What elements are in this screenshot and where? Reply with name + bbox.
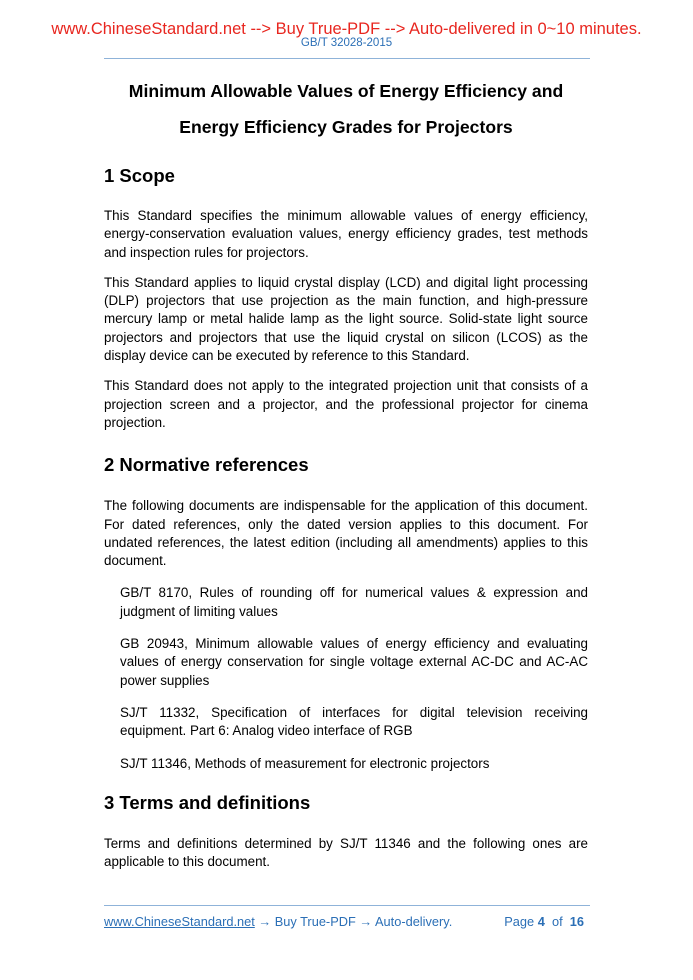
normative-intro: The following documents are indispensable for the application of this document. For dated references, only the dated version applies to this document. For undated references, the latest edition (including all amendments) applies to this document.: [104, 498, 588, 569]
scope-paragraph: This Standard specifies the minimum allowable values of energy efficiency, energy-conservation evaluation values, energy efficiency grades, test methods and inspection rules for projectors.: [104, 208, 588, 260]
reference-item: GB 20943, Minimum allowable values of energy efficiency and evaluating values of energy conservation for single voltage external AC-DC and AC-AC power supplies: [120, 636, 588, 688]
reference-item: GB/T 8170, Rules of rounding off for numerical values & expression and judgment of limiting values: [120, 585, 588, 619]
section-heading-terms: 3 Terms and definitions: [104, 791, 311, 813]
standard-number: GB/T 32028-2015: [300, 37, 393, 49]
current-page: 4: [537, 914, 545, 929]
header-divider: [104, 58, 590, 59]
footer-promo-text: → Buy True-PDF → Auto-delivery.: [254, 914, 453, 929]
reference-item: SJ/T 11332, Specification of interfaces for digital television receiving equipment. Part 6: Analog video interface of RGB: [120, 704, 588, 739]
page-content: [104, 80, 588, 871]
document-title-line-2: Energy Efficiency Grades for Projectors: [179, 117, 513, 137]
page-footer: [104, 914, 588, 930]
reference-item: SJ/T 11346, Methods of measurement for electronic projectors: [120, 755, 490, 771]
footer-promo: [104, 914, 452, 929]
header-banner[interactable]: www.ChineseStandard.net --> Buy True-PDF --> Auto-delivered in 0~10 minutes.: [51, 20, 642, 38]
total-pages: 16: [569, 914, 584, 929]
document-title-line-1: Minimum Allowable Values of Energy Efficiency and: [128, 81, 564, 101]
footer-divider: [104, 905, 590, 906]
terms-paragraph: Terms and definitions determined by SJ/T 11346 and the following ones are applicable to this document.: [104, 835, 588, 870]
page-number: Page 4 of 16: [504, 914, 584, 929]
scope-paragraph: This Standard applies to liquid crystal display (LCD) and digital light processing (DLP) projectors that use projection as the main function, and high-pressure mercury lamp or metal halide lamp as the light source. Solid-state light source projectors and projectors that use the liquid crystal on silicon (LCOS) as the display device can be executed by reference to this Standard.: [104, 274, 588, 364]
section-heading-normative-references: 2 Normative references: [104, 454, 309, 476]
scope-paragraph: This Standard does not apply to the integrated projection unit that consists of a projection screen and a projector, and the professional projector for cinema projection.: [104, 378, 588, 430]
footer-link[interactable]: www.ChineseStandard.net: [104, 914, 255, 929]
section-heading-scope: 1 Scope: [104, 165, 175, 186]
